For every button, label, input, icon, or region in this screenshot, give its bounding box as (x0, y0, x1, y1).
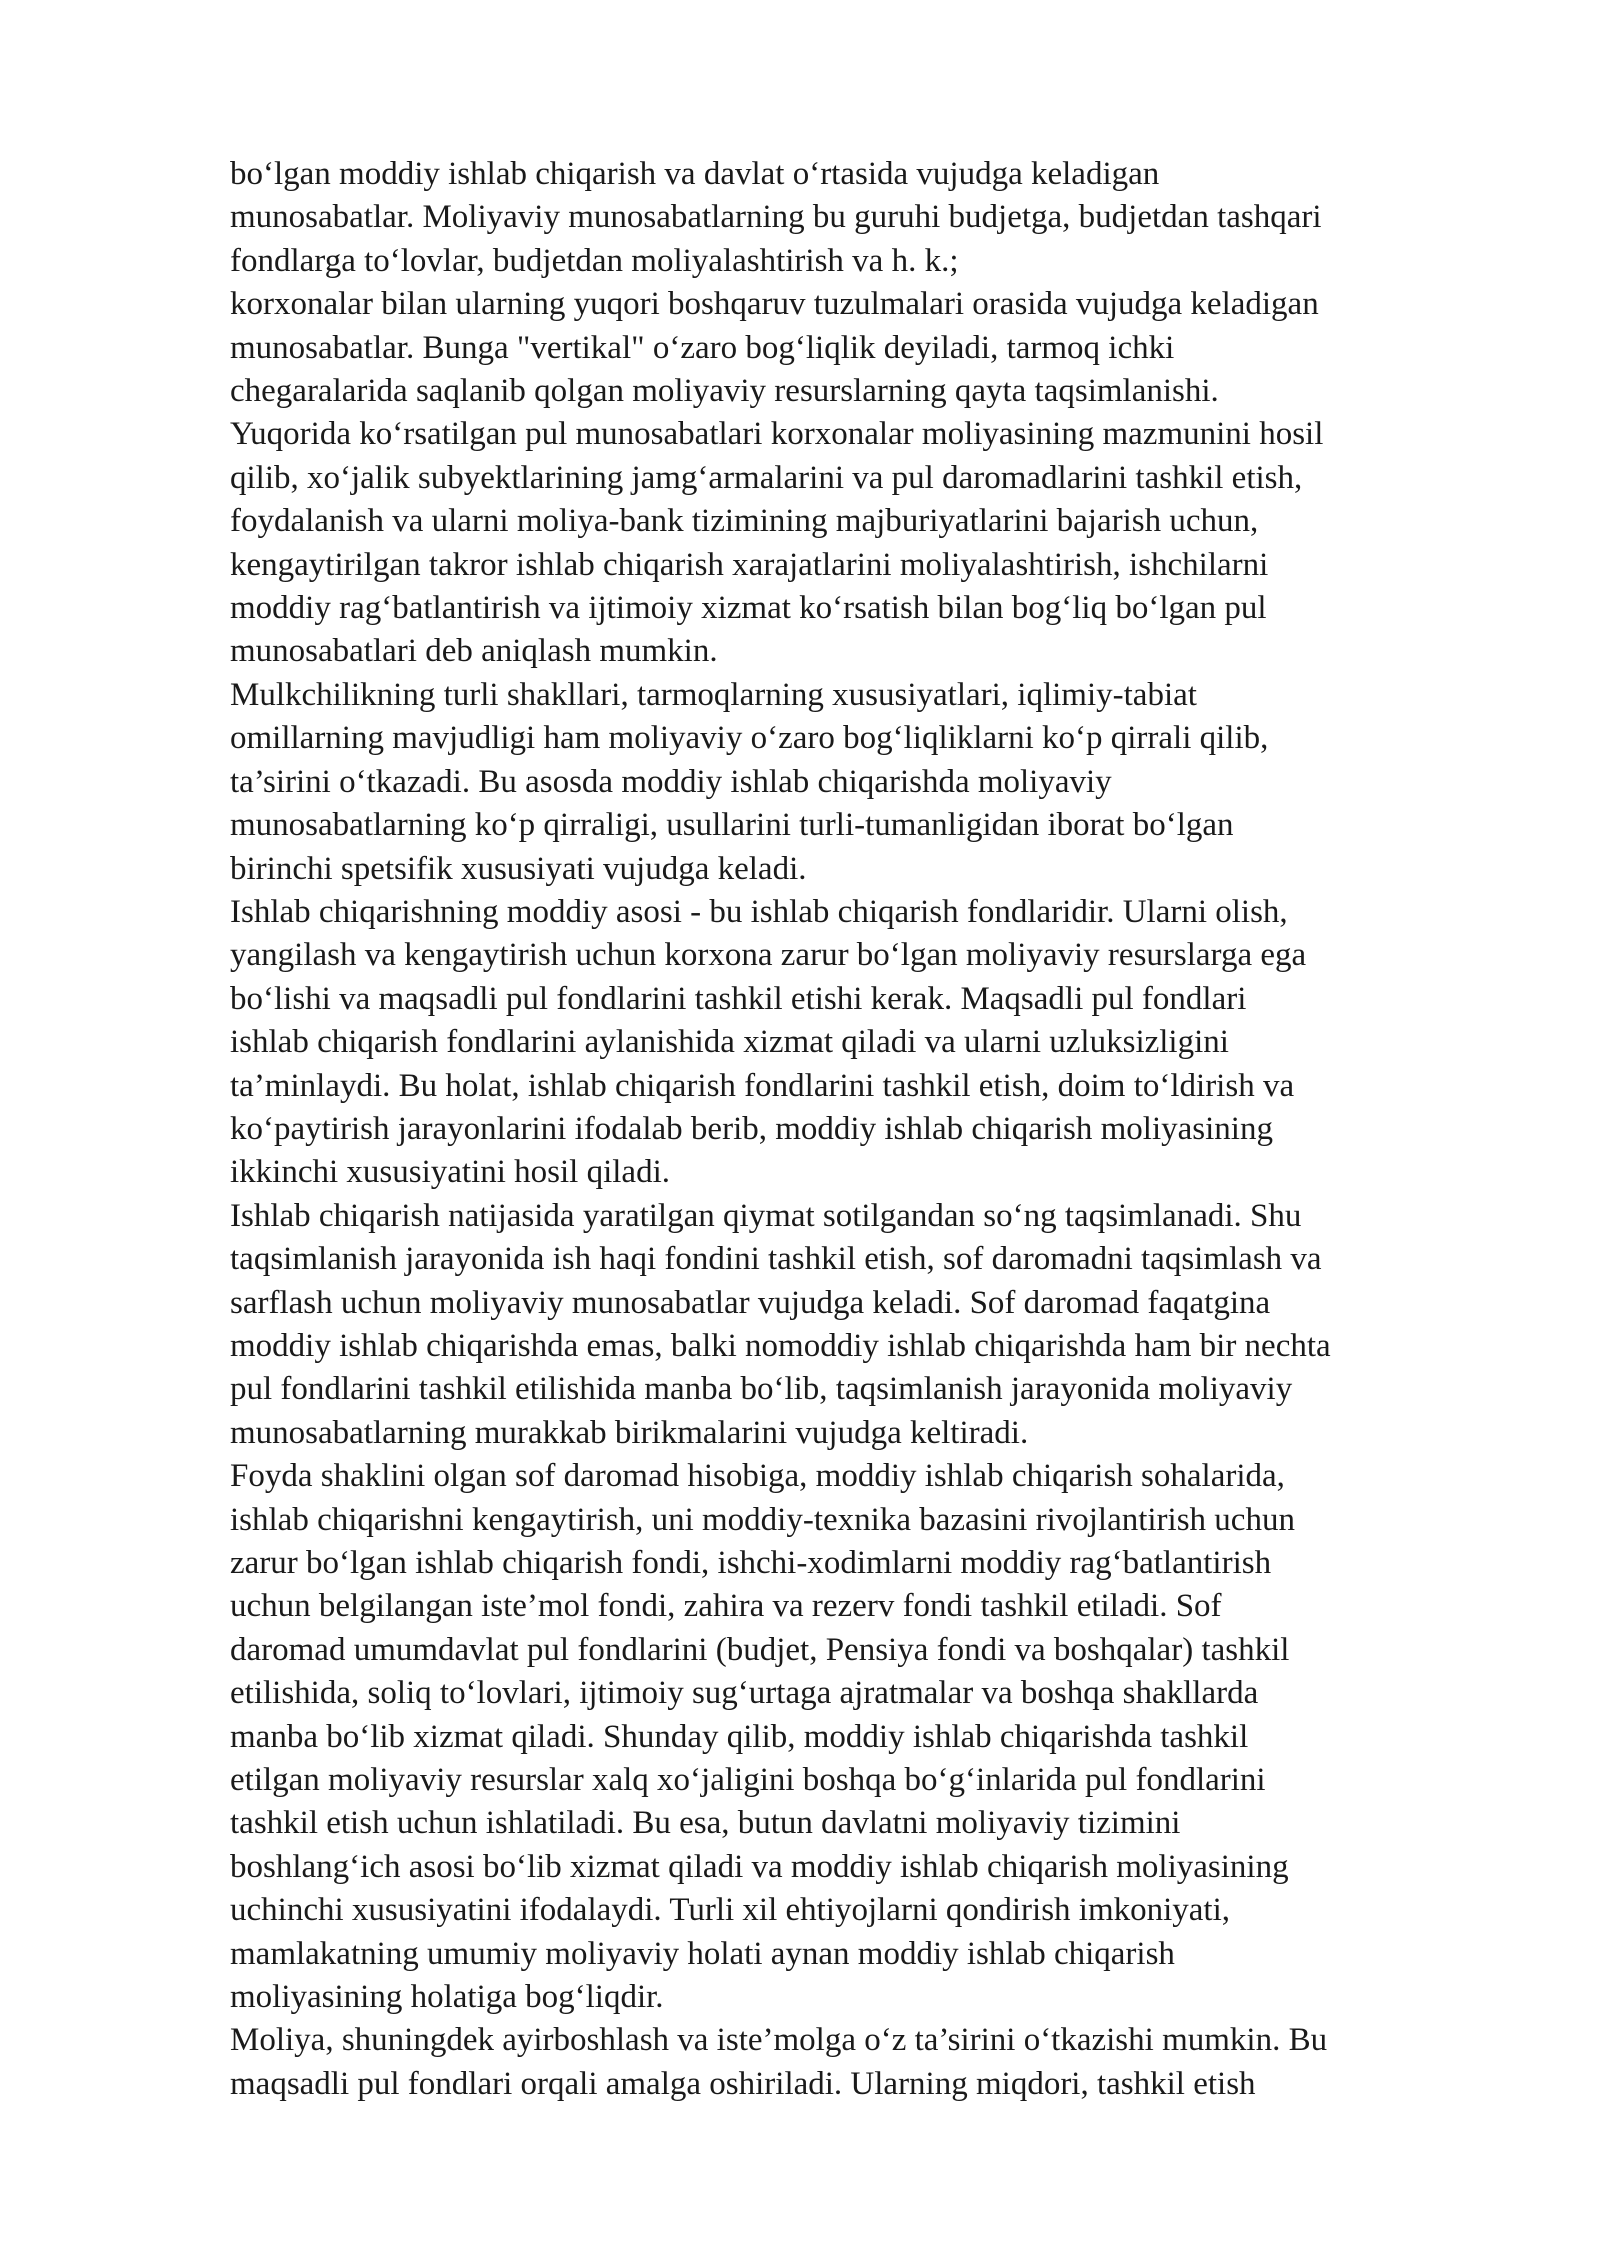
text-line: munosabatlar. Moliyaviy munosabatlarning bu guruhi budjetga, budjetdan tashqari (230, 199, 1322, 236)
text-line: Moliya, shuningdek ayirboshlash va iste’molga o‘z ta’sirini o‘tkazishi mumkin. Bu (230, 2022, 1328, 2059)
text-line: moliyasining holatiga bog‘liqdir. (230, 1979, 664, 2016)
text-line: moddiy rag‘batlantirish va ijtimoiy xizmat ko‘rsatish bilan bog‘liq bo‘lgan pul (230, 590, 1267, 627)
text-line: Ishlab chiqarishning moddiy asosi - bu ishlab chiqarish fondlaridir. Ularni olish, (230, 893, 1288, 930)
text-line: fondlarga to‘lovlar, budjetdan moliyalashtirish va h. k.; (230, 242, 959, 279)
text-line: chegaralarida saqlanib qolgan moliyaviy resurslarning qayta taqsimlanishi. (230, 373, 1219, 410)
text-line: boshlang‘ich asosi bo‘lib xizmat qiladi va moddiy ishlab chiqarish moliyasining (230, 1848, 1289, 1885)
text-line: Mulkchilikning turli shakllari, tarmoqlarning xususiyatlari, iqlimiy-tabiat (230, 676, 1197, 713)
text-line: munosabatlari deb aniqlash mumkin. (230, 633, 718, 670)
text-line: qilib, xo‘jalik subyektlarining jamg‘armalarini va pul daromadlarini tashkil etish, (230, 459, 1303, 496)
text-line: daromad umumdavlat pul fondlarini (budjet, Pensiya fondi va boshqalar) tashkil (230, 1631, 1290, 1668)
text-line: bo‘lgan moddiy ishlab chiqarish va davlat o‘rtasida vujudga keladigan (230, 156, 1160, 192)
text-line: maqsadli pul fondlari orqali amalga oshiriladi. Ularning miqdori, tashkil etish (230, 2065, 1256, 2102)
text-line: pul fondlarini tashkil etilishida manba bo‘lib, taqsimlanish jarayonida moliyaviy (230, 1371, 1293, 1408)
text-line: moddiy ishlab chiqarishda emas, balki nomoddiy ishlab chiqarishda ham bir nechta (230, 1327, 1331, 1364)
text-line: zarur bo‘lgan ishlab chiqarish fondi, ishchi-xodimlarni moddiy rag‘batlantirish (230, 1545, 1272, 1581)
text-line: yangilash va kengaytirish uchun korxona zarur bo‘lgan moliyaviy resurslarga ega (230, 937, 1307, 974)
text-line: ta’sirini o‘tkazadi. Bu asosda moddiy ishlab chiqarishda moliyaviy (230, 763, 1112, 800)
text-line: korxonalar bilan ularning yuqori boshqaruv tuzulmalari orasida vujudga keladigan (230, 286, 1319, 323)
text-line: munosabatlarning ko‘p qirraligi, usullarini turli-tumanligidan iborat bo‘lgan (230, 807, 1234, 844)
text-line: birinchi spetsifik xususiyati vujudga keladi. (230, 850, 807, 887)
body-text (230, 153, 1530, 2106)
text-line: omillarning mavjudligi ham moliyaviy o‘zaro bog‘liqliklarni ko‘p qirrali qilib, (230, 720, 1269, 757)
text-line: mamlakatning umumiy moliyaviy holati aynan moddiy ishlab chiqarish (230, 1935, 1175, 1972)
text-line: foydalanish va ularni moliya-bank tizimining majburiyatlarini bajarish uchun, (230, 503, 1259, 540)
text-line: etilgan moliyaviy resurslar xalq xo‘jaligini boshqa bo‘g‘inlarida pul fondlarini (230, 1762, 1266, 1799)
text-line: tashkil etish uchun ishlatiladi. Bu esa, butun davlatni moliyaviy tizimini (230, 1805, 1181, 1842)
text-line: Yuqorida ko‘rsatilgan pul munosabatlari korxonalar moliyasining mazmunini hosil (230, 416, 1324, 453)
text-line: manba bo‘lib xizmat qiladi. Shunday qilib, moddiy ishlab chiqarishda tashkil (230, 1718, 1249, 1755)
text-line: uchun belgilangan iste’mol fondi, zahira va rezerv fondi tashkil etiladi. Sof (230, 1588, 1222, 1625)
text-line: ishlab chiqarishni kengaytirish, uni moddiy-texnika bazasini rivojlantirish uchun (230, 1501, 1295, 1538)
text-line: munosabatlar. Bunga "vertikal" o‘zaro bog‘liqlik deyiladi, tarmoq ichki (230, 329, 1175, 366)
text-line: bo‘lishi va maqsadli pul fondlarini tashkil etishi kerak. Maqsadli pul fondlari (230, 980, 1247, 1017)
text-line: sarflash uchun moliyaviy munosabatlar vujudga keladi. Sof daromad faqatgina (230, 1284, 1271, 1321)
text-line: kengaytirilgan takror ishlab chiqarish xarajatlarini moliyalashtirish, ishchilarni (230, 546, 1269, 583)
text-line: ikkinchi xususiyatini hosil qiladi. (230, 1154, 670, 1191)
text-line: munosabatlarning murakkab birikmalarini vujudga keltiradi. (230, 1414, 1029, 1451)
text-line: uchinchi xususiyatini ifodalaydi. Turli xil ehtiyojlarni qondirish imkoniyati, (230, 1892, 1231, 1929)
text-line: Foyda shaklini olgan sof daromad hisobiga, moddiy ishlab chiqarish sohalarida, (230, 1458, 1285, 1495)
text-line: taqsimlanish jarayonida ish haqi fondini tashkil etish, sof daromadni taqsimlash va (230, 1241, 1322, 1278)
text-line: Ishlab chiqarish natijasida yaratilgan qiymat sotilgandan so‘ng taqsimlanadi. Shu (230, 1197, 1302, 1234)
text-line: ta’minlaydi. Bu holat, ishlab chiqarish fondlarini tashkil etish, doim to‘ldirish va (230, 1067, 1295, 1104)
text-line: ko‘paytirish jarayonlarini ifodalab berib, moddiy ishlab chiqarish moliyasining (230, 1110, 1273, 1147)
text-line: ishlab chiqarish fondlarini aylanishida xizmat qiladi va ularni uzluksizligini (230, 1024, 1229, 1061)
text-line: etilishida, soliq to‘lovlari, ijtimoiy sug‘urtaga ajratmalar va boshqa shakllarda (230, 1675, 1259, 1712)
